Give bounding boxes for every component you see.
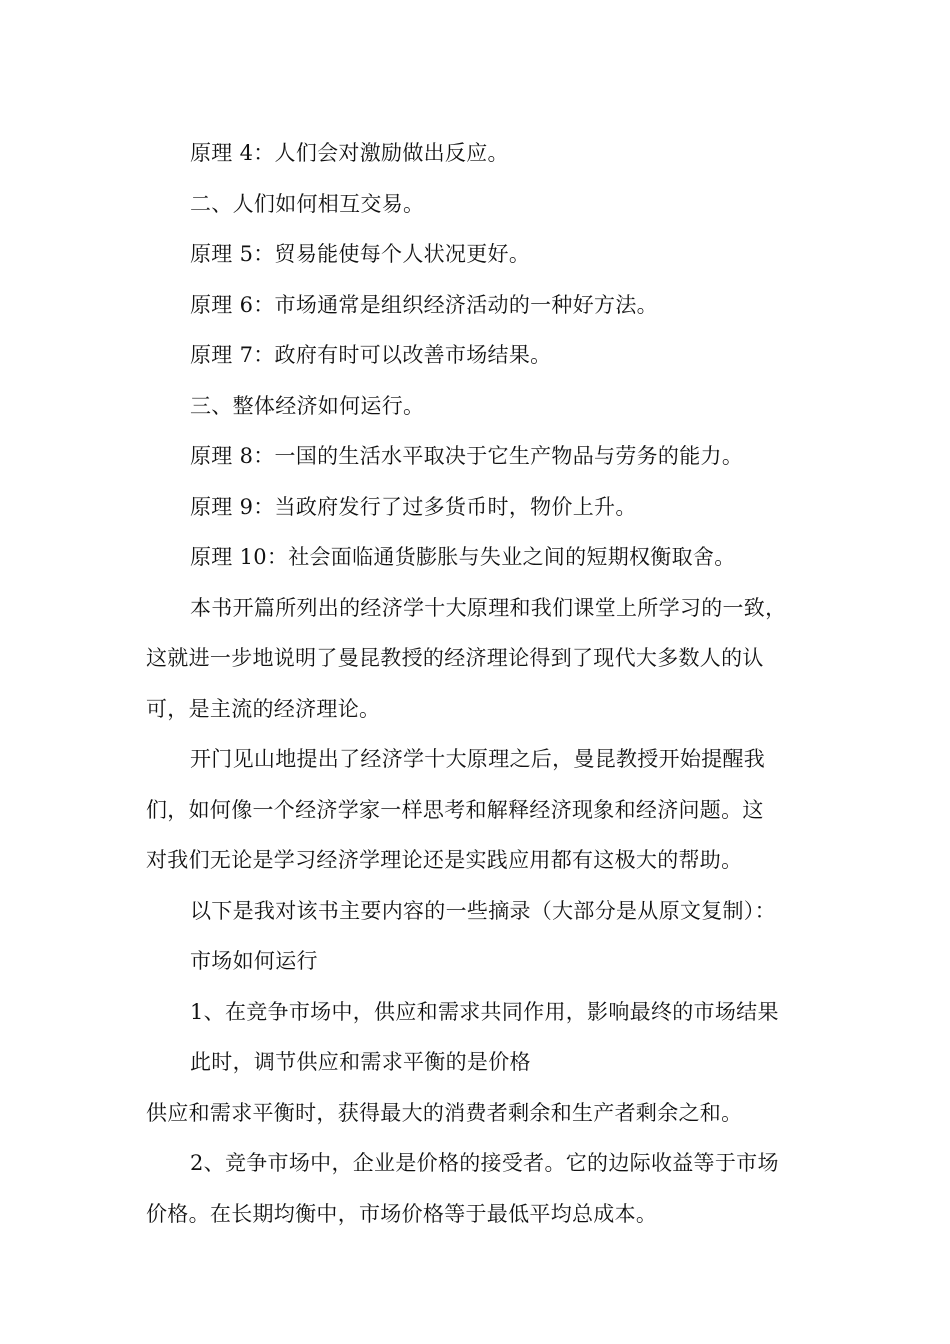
text-line: 原理 6：市场通常是组织经济活动的一种好方法。 [190, 292, 658, 317]
text-line: 们，如何像一个经济学家一样思考和解释经济现象和经济问题。这 [146, 797, 764, 822]
text-line: 2、竞争市场中，企业是价格的接受者。它的边际收益等于市场 [190, 1151, 779, 1175]
text-line: 供应和需求平衡时，获得最大的消费者剩余和生产者剩余之和。 [146, 1100, 743, 1125]
text-line: 本书开篇所列出的经济学十大原理和我们课堂上所学习的一致， [190, 595, 787, 620]
text-line: 对我们无论是学习经济学理论还是实践应用都有这极大的帮助。 [146, 848, 743, 872]
text-line: 以下是我对该书主要内容的一些摘录（大部分是从原文复制）： [190, 898, 776, 923]
text-line: 这就进一步地说明了曼昆教授的经济理论得到了现代大多数人的认 [146, 646, 764, 670]
text-line: 三、整体经济如何运行。 [190, 393, 425, 418]
text-line: 原理 4：人们会对激励做出反应。 [190, 141, 509, 165]
text-line: 原理 5：贸易能使每个人状况更好。 [190, 242, 531, 266]
text-line: 此时，调节供应和需求平衡的是价格 [190, 1050, 531, 1074]
text-line: 市场如何运行 [190, 949, 318, 973]
body-text [146, 128, 816, 1239]
text-line: 原理 10：社会面临通货膨胀与失业之间的短期权衡取舍。 [190, 545, 736, 569]
text-line: 可，是主流的经济理论。 [146, 696, 381, 721]
text-line: 二、人们如何相互交易。 [190, 191, 425, 216]
text-line: 原理 7：政府有时可以改善市场结果。 [190, 343, 552, 367]
text-line: 原理 8：一国的生活水平取决于它生产物品与劳务的能力。 [190, 444, 744, 468]
text-line: 1、在竞争市场中，供应和需求共同作用，影响最终的市场结果 [190, 999, 779, 1024]
text-line: 价格。在长期均衡中，市场价格等于最低平均总成本。 [146, 1201, 658, 1226]
text-line: 开门见山地提出了经济学十大原理之后，曼昆教授开始提醒我 [190, 747, 766, 771]
text-line: 原理 9：当政府发行了过多货币时，物价上升。 [190, 494, 637, 519]
